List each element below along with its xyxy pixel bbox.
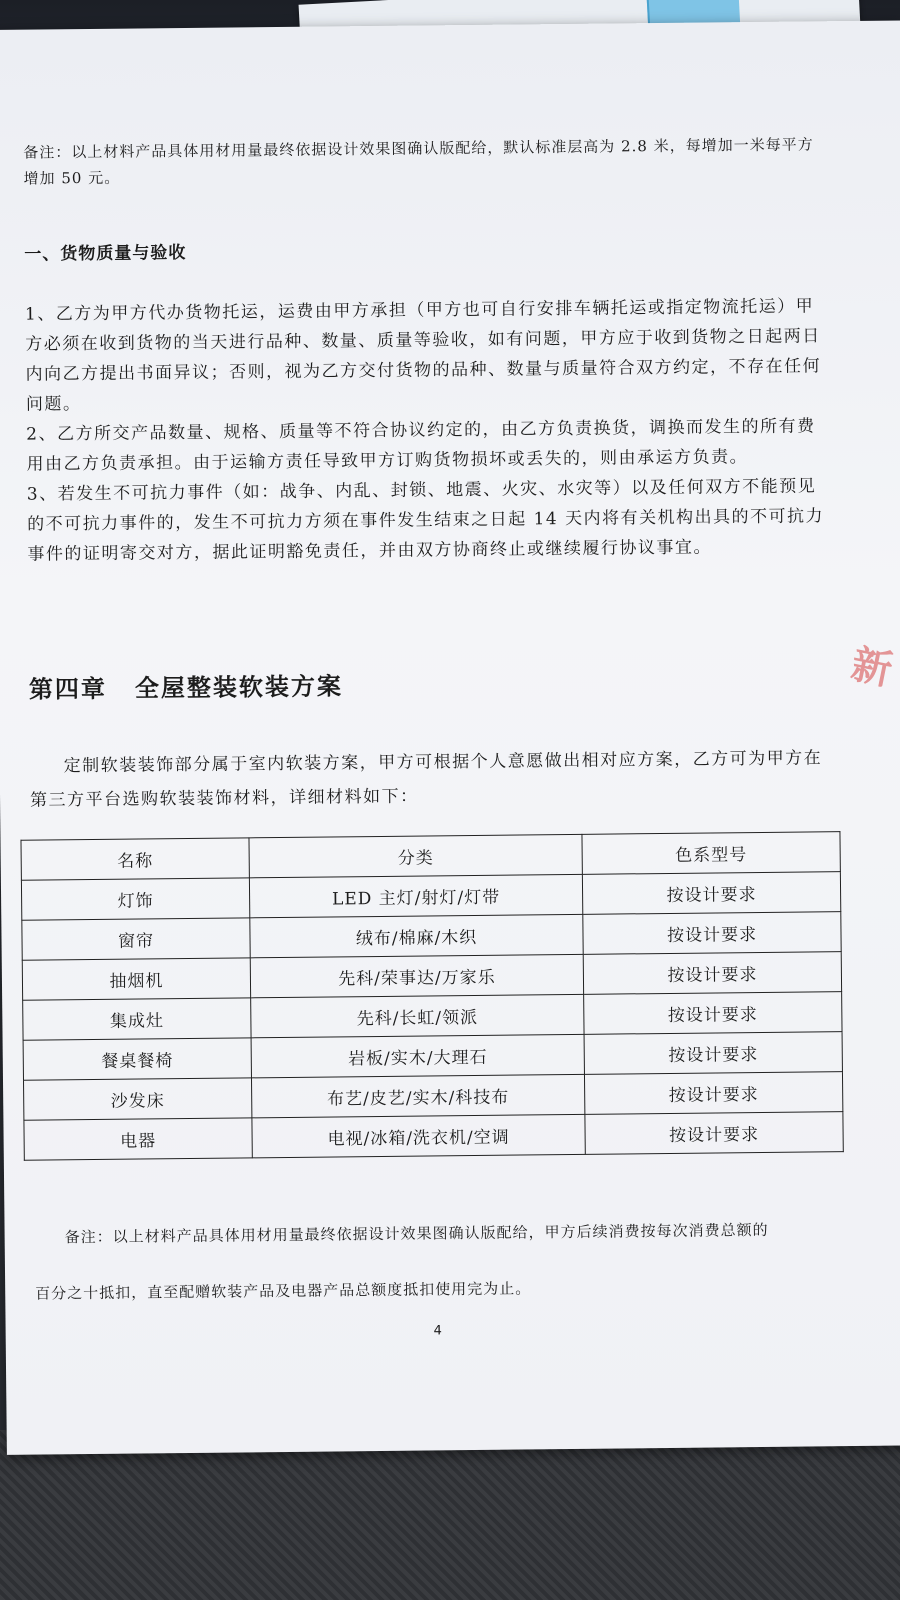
intro-paragraph <box>30 741 831 817</box>
section-heading: 一、货物质量与验收 <box>24 242 187 265</box>
cell-category: 岩板/实木/大理石 <box>251 1034 584 1077</box>
note-bottom-line-2: 百分之十抵扣，直至配赠软装产品及电器产品总额度抵扣使用完为止。 <box>35 1279 532 1303</box>
cell-color-model: 按设计要求 <box>583 952 841 995</box>
section-paragraphs <box>25 291 828 569</box>
red-seal-stamp: 新 <box>847 640 896 695</box>
note-bottom-line-1: 备注：以上材料产品具体用材用量最终依据设计效果图确认版配给，甲方后续消费按每次消费总额的 <box>64 1220 769 1247</box>
paragraph-1: 1、乙方为甲方代办货物托运，运费由甲方承担（甲方也可自行安排车辆托运或指定物流托运）甲方必须在收到货物的当天进行品种、数量、质量等验收，如有问题，甲方应于收到货物之日起两日内向乙方提出书面异议；否则，视为乙方交付货物的品种、数量与质量符合双方约定，不存在任何问题。 <box>24 296 822 415</box>
cell-color-model: 按设计要求 <box>582 872 840 915</box>
cell-name: 窗帘 <box>22 918 250 960</box>
cell-color-model: 按设计要求 <box>584 992 842 1035</box>
cell-category: 先科/荣事达/万家乐 <box>250 954 583 997</box>
chapter-heading <box>29 661 829 704</box>
header-category: 分类 <box>249 834 582 877</box>
page-number: 4 <box>433 1323 443 1339</box>
cell-category: 布艺/皮艺/实木/科技布 <box>251 1074 584 1117</box>
chapter-number: 第四章 <box>28 673 108 704</box>
intro-text: 定制软装装饰部分属于室内软装方案，甲方可根据个人意愿做出相对应方案，乙方可为甲方在第三方平台选购软装装饰材料，详细材料如下： <box>29 748 823 811</box>
document-page <box>0 20 900 1454</box>
cell-color-model: 按设计要求 <box>584 1072 842 1115</box>
paragraph-3: 3、若发生不可抗力事件（如：战争、内乱、封锁、地震、火灾、水灾等）以及任何双方不能预见的不可抗力事件的，发生不可抗力方须在事件发生结束之日起 14 天内将有关机构出具的不可抗力事件的证明寄交对方，据此证明豁免责任，并由双方协商终止或继续履行协议事宜。 <box>26 476 825 565</box>
cell-name: 灯饰 <box>21 878 249 920</box>
cell-name: 电器 <box>24 1118 252 1160</box>
table-row <box>24 1112 843 1161</box>
cell-category: 绒布/棉麻/木织 <box>250 914 583 957</box>
note-top: 备注：以上材料产品具体用材用量最终依据设计效果图确认版配给，默认标准层高为 2.8 米，每增加一米每平方增加 50 元。 <box>23 135 814 188</box>
header-name: 名称 <box>21 838 249 880</box>
cell-color-model: 按设计要求 <box>585 1112 843 1155</box>
cell-name: 抽烟机 <box>22 958 250 1000</box>
cell-name: 集成灶 <box>23 998 251 1040</box>
cell-category: LED 主灯/射灯/灯带 <box>249 874 582 917</box>
cell-color-model: 按设计要求 <box>584 1032 842 1075</box>
cell-category: 电视/冰箱/洗衣机/空调 <box>252 1114 585 1157</box>
cell-color-model: 按设计要求 <box>583 912 841 955</box>
cell-name: 沙发床 <box>23 1078 251 1120</box>
header-color-model: 色系型号 <box>582 832 840 875</box>
chapter-title: 全屋整装软装方案 <box>134 671 344 703</box>
cell-name: 餐桌餐椅 <box>23 1038 251 1080</box>
background-fabric <box>0 1430 900 1600</box>
note-bottom <box>34 1201 835 1321</box>
materials-table <box>20 831 843 1161</box>
cell-category: 先科/长虹/领派 <box>251 994 584 1037</box>
paragraph-2: 2、乙方所交产品数量、规格、质量等不符合协议约定的，由乙方负责换货，调换而发生的所有费用由乙方负责承担。由于运输方责任导致甲方订购货物损坏或丢失的，则由承运方负责。 <box>26 416 816 475</box>
